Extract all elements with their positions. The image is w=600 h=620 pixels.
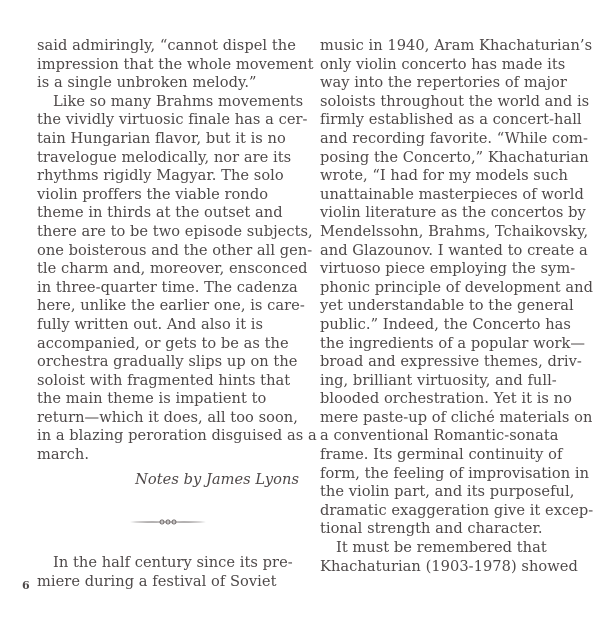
paragraph-said-admiringly	[37, 37, 314, 93]
text-line: the violin part, and its purposeful,	[320, 483, 575, 501]
text-line: wrote, “I had for my models such	[320, 167, 568, 185]
text-line: tional strength and character.	[320, 520, 543, 538]
text-line: Khachaturian (1903-1978) showed	[320, 557, 578, 575]
text-line: way into the repertories of major	[320, 74, 567, 92]
author-credit: Notes by James Lyons	[135, 470, 299, 488]
text-line: march.	[37, 446, 90, 464]
text-line: It must be remembered that	[336, 539, 547, 557]
text-line: there are to be two episode subjects,	[37, 222, 313, 240]
text-line: the main theme is impatient to	[37, 390, 267, 408]
text-line: violin proffers the viable rondo	[37, 185, 269, 203]
text-line: In the half century since its pre-	[53, 554, 293, 572]
right-column	[320, 37, 594, 576]
text-line: return—which it does, all too soon,	[37, 408, 298, 426]
text-line: one boisterous and the other all gen-	[37, 241, 313, 259]
text-line: travelogue melodically, nor are its	[37, 148, 292, 166]
text-line: public.” Indeed, the Concerto has	[320, 315, 571, 333]
text-line: tle charm and, moreover, ensconced	[37, 260, 308, 278]
text-line: music in 1940, Aram Khachaturian’s	[320, 37, 593, 54]
text-line: soloist with fragmented hints that	[37, 371, 291, 389]
text-line: posing the Concerto,” Khachaturian	[320, 148, 589, 166]
text-line: firmly established as a concert-hall	[320, 111, 582, 129]
text-line: and Glazounov. I wanted to create a	[320, 241, 588, 259]
text-line: virtuoso piece employing the sym-	[320, 260, 576, 278]
text-line: ing, brilliant virtuosity, and full-	[320, 371, 557, 389]
text-line: orchestra gradually slips up on the	[37, 353, 298, 371]
text-line: in three-quarter time. The cadenza	[37, 278, 298, 296]
paragraph-brahms-finale	[37, 92, 317, 465]
ornament-icon	[130, 518, 206, 526]
text-line: impression that the whole movement	[37, 55, 314, 73]
text-line: mere paste-up of cliché materials on	[320, 408, 593, 426]
text-line: here, unlike the earlier one, is care-	[37, 297, 305, 315]
text-line: phonic principle of development and	[320, 278, 593, 296]
text-line: violin literature as the concertos by	[320, 204, 586, 222]
text-line: soloists throughout the world and is	[320, 92, 590, 110]
page-number: 6	[22, 579, 30, 592]
text-line: rhythms rigidly Magyar. The solo	[37, 167, 284, 185]
paragraph-khachaturian-concerto	[320, 37, 594, 539]
left-column	[37, 37, 317, 591]
section-divider	[37, 517, 299, 527]
text-line: theme in thirds at the outset and	[37, 204, 283, 222]
text-line: unattainable masterpieces of world	[320, 185, 584, 203]
text-line: the ingredients of a popular work—	[320, 334, 586, 352]
paragraph-must-be-remembered	[320, 539, 582, 576]
text-line: blooded orchestration. Yet it is no	[320, 390, 572, 408]
paragraph-half-century	[37, 554, 299, 591]
text-line: frame. Its germinal continuity of	[320, 446, 563, 464]
text-line: in a blazing peroration disguised as a	[37, 427, 317, 445]
text-line: said admiringly, “cannot dispel the	[37, 37, 296, 54]
text-line: miere during a festival of Soviet	[37, 572, 277, 590]
text-line: only violin concerto has made its	[320, 55, 566, 73]
text-line: form, the feeling of improvisation in	[320, 464, 590, 482]
text-line: is a single unbroken melody.”	[37, 74, 257, 92]
text-line: accompanied, or gets to be as the	[37, 334, 289, 352]
text-line: Mendelssohn, Brahms, Tchaikovsky,	[320, 222, 589, 240]
text-line: Like so many Brahms movements	[53, 92, 304, 110]
text-line: yet understandable to the general	[320, 297, 574, 315]
text-line: fully written out. And also it is	[37, 315, 264, 333]
text-line: broad and expressive themes, driv-	[320, 353, 582, 371]
text-line: and recording favorite. “While com-	[320, 129, 588, 147]
text-line: a conventional Romantic-sonata	[320, 427, 559, 445]
text-line: the vividly virtuosic finale has a cer-	[37, 111, 308, 129]
text-line: tain Hungarian flavor, but it is no	[37, 129, 286, 147]
text-line: dramatic exaggeration give it excep-	[320, 501, 594, 519]
